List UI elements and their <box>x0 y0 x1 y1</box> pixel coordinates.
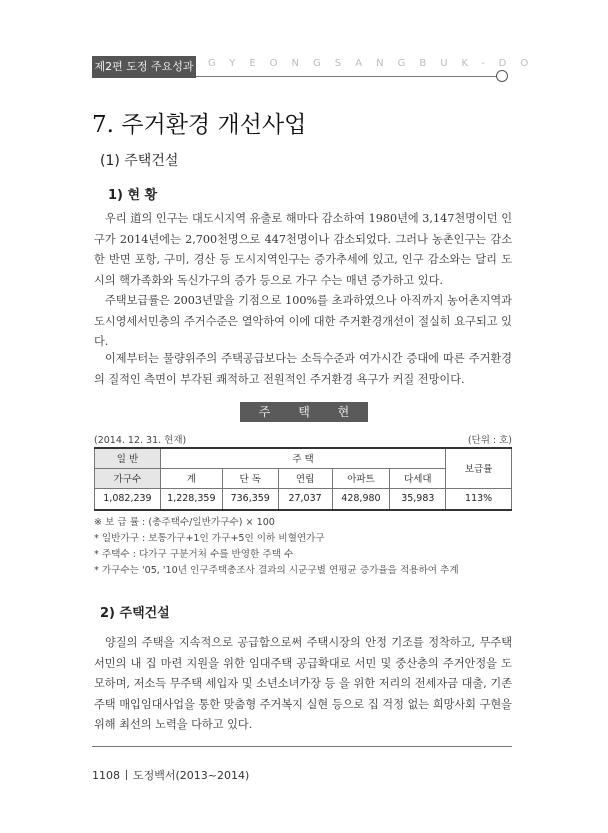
cell-total: 1,228,359 <box>160 488 222 510</box>
table-title: 주 택 현 황 <box>240 402 368 422</box>
header-housing: 주 택 <box>160 448 445 468</box>
paragraph-construction: 양질의 주택을 지속적으로 공급함으로써 주택시장의 안정 기조를 정착하고, 무주택 서민의 내 집 마련 지원을 위한 임대주택 공급확대로 서민 및 중산층의 주거안정을 도모하며, 저소득 무주택 세입자 및 소년소녀가장 등 을 위한 저리의 전세자금 대출, 기존주택 매입임대사업을 통한 맞춤형 주거복지 실현 등으로 집 걱정 없는 희망사회 구현을 위해 최선의 노력을 다하고 있다. <box>94 636 512 731</box>
table-unit: (단위 : 호) <box>467 435 512 446</box>
section-title: (1) 주택건설 <box>100 153 179 169</box>
header-general: 일 반 <box>95 448 161 468</box>
paragraph-supply-rate: 주택보급률은 2003년말을 기점으로 100%를 초과하였으나 아직까지 농어촌지역과 도시영세서민층의 주거수준은 열악하여 이에 대한 주거환경개선이 절실히 요구되고 있다. <box>94 294 512 348</box>
header-households: 가구수 <box>95 468 161 488</box>
note-household-estimate: * 가구수는 '05, '10년 인구주택총조사 결과의 시군구별 연평균 증가율을 적용하여 추계 <box>94 565 459 576</box>
header-section-tag: 제2편 도정 주요성과 <box>92 56 196 78</box>
header-detached: 단 독 <box>222 468 278 488</box>
footer <box>92 767 249 783</box>
running-header <box>92 56 543 78</box>
book-title: 도정백서(2013~2014) <box>133 769 250 782</box>
paragraph-outlook: 이제부터는 물량위주의 주택공급보다는 소득수준과 여가시간 증대에 따른 주거환경의 질적인 측면이 부각된 쾌적하고 전원적인 주거환경 욕구가 커질 전망이다. <box>94 352 512 386</box>
table-date: (2014. 12. 31. 현재) <box>94 435 187 446</box>
cell-row-house: 27,037 <box>278 488 332 510</box>
cell-supply-rate: 113% <box>446 488 512 510</box>
cell-detached: 736,359 <box>222 488 278 510</box>
subsection-title-construction: 2) 주택건설 <box>100 606 170 621</box>
cell-households: 1,082,239 <box>95 488 161 510</box>
page-number: 1108 <box>92 769 120 782</box>
paragraph-population: 우리 道의 인구는 대도시지역 유출로 해마다 감소하여 1980년에 3,147천명이던 인구가 2014년에는 2,700천명으로 447천명이나 감소되었다. 그러나 농촌인구는 감소한 반면 포항, 구미, 경산 등 도시지역인구는 증가추세에 있고, 인구 감소와는 달리 도시의 핵가족화와 독신가구의 증가 등으로 가구 수는 매년 증가하고 있다. <box>94 212 512 287</box>
chapter-title: 7. 주거환경 개선사업 <box>92 112 307 138</box>
header-supply-rate: 보급률 <box>446 448 512 488</box>
header-row-house: 연립 <box>278 468 332 488</box>
header-multiplex: 다세대 <box>390 468 446 488</box>
subsection-title-status: 1) 현 황 <box>108 188 158 203</box>
header-apartment: 아파트 <box>332 468 390 488</box>
header-circle-icon <box>496 70 508 82</box>
cell-apartment: 428,980 <box>332 488 390 510</box>
header-total: 계 <box>160 468 222 488</box>
housing-status-table <box>94 447 512 511</box>
header-province-letters: GYEONGSANGBUK-DO <box>208 58 543 69</box>
note-formula: ※ 보 급 률 : (총주택수/일반가구수) × 100 <box>94 517 275 528</box>
footer-rule <box>92 746 512 747</box>
header-rule <box>196 76 498 77</box>
footer-separator <box>126 770 127 780</box>
cell-multiplex: 35,983 <box>390 488 446 510</box>
table-row <box>95 488 512 510</box>
note-general-household: * 일반가구 : 보통가구+1인 가구+5인 이하 비혈연가구 <box>94 533 325 544</box>
note-housing-count: * 주택수 : 다가구 구분거처 수를 반영한 주택 수 <box>94 549 294 560</box>
